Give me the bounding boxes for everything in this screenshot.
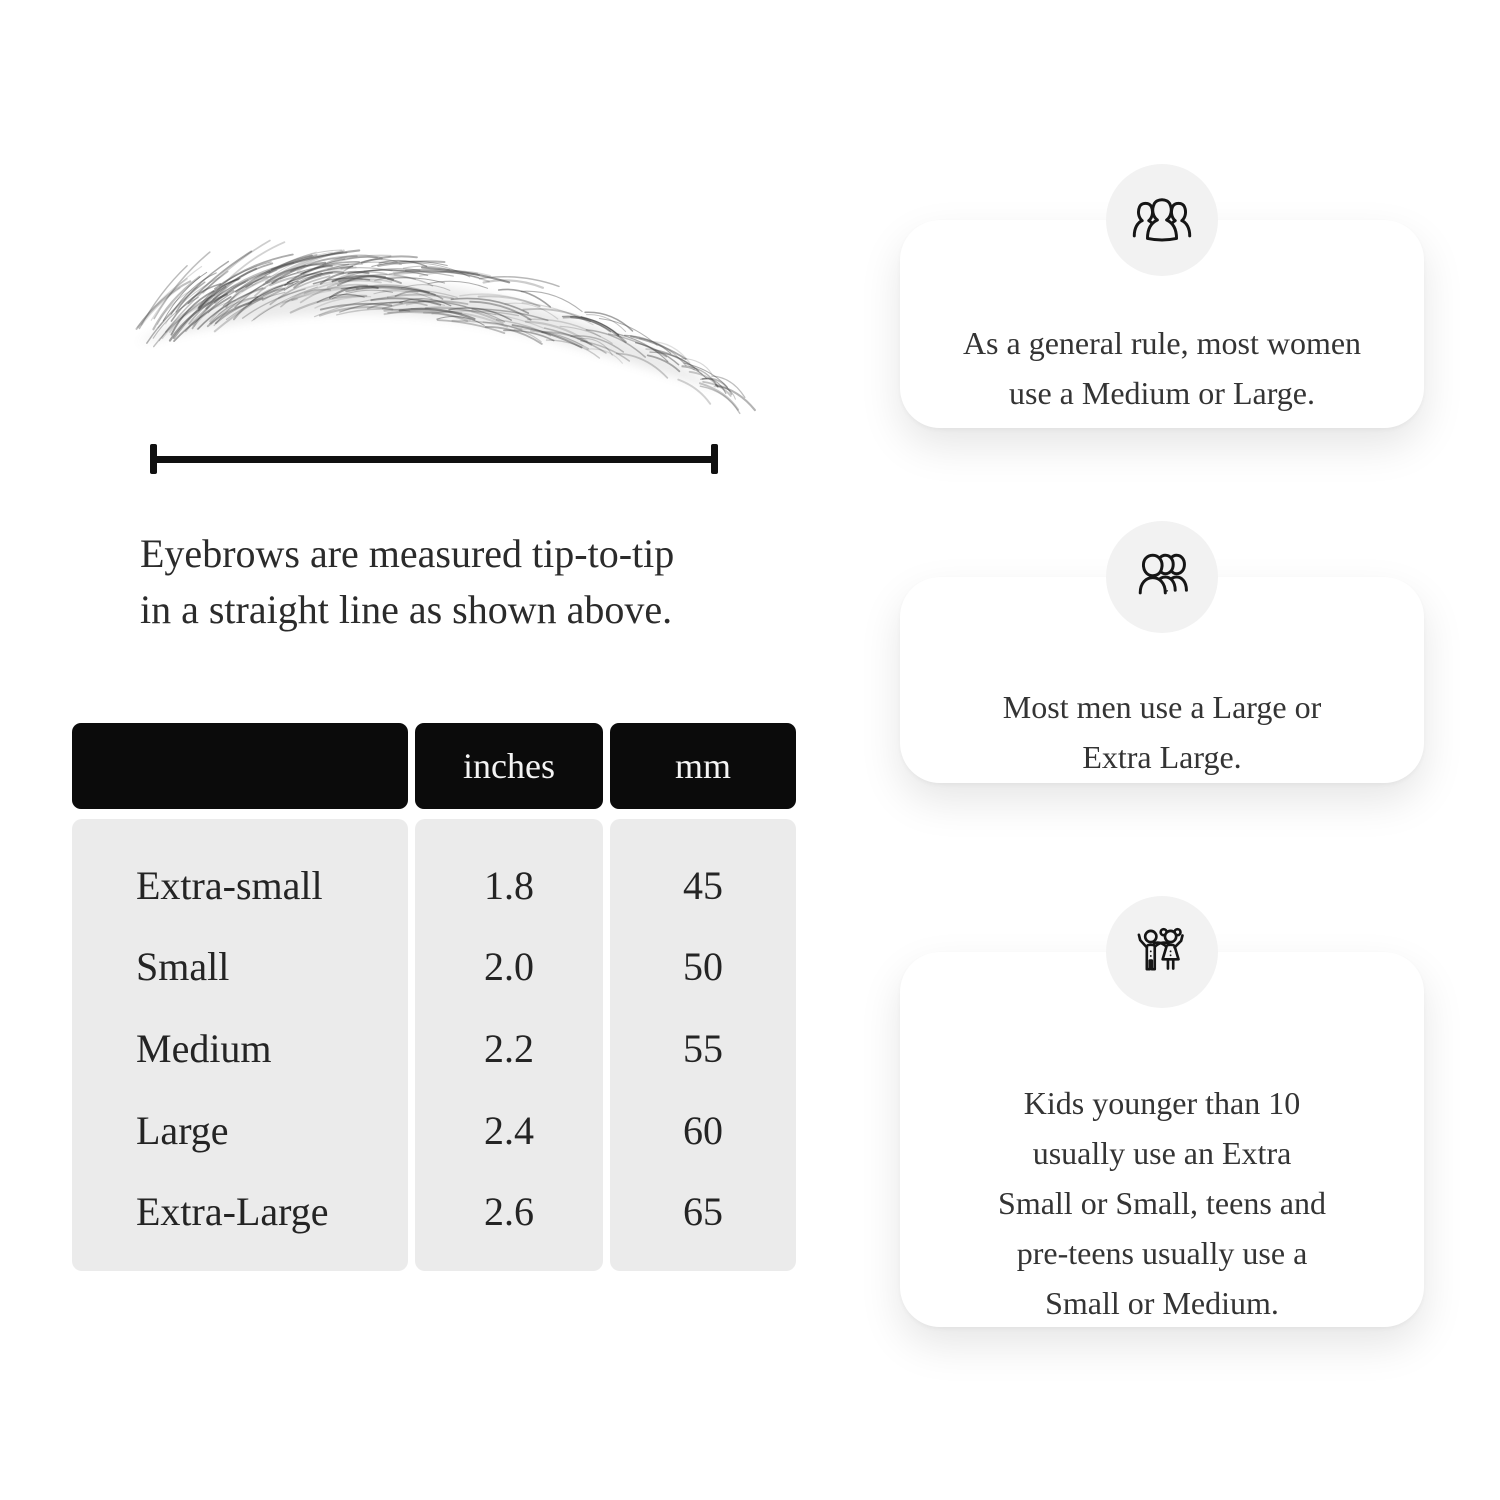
line-bar <box>150 456 718 463</box>
card-text <box>900 318 1424 418</box>
card-text-line: usually use an Extra <box>1032 1134 1292 1171</box>
info-card-women <box>900 220 1424 428</box>
card-text <box>900 682 1424 782</box>
table-header-inches: inches <box>415 723 603 809</box>
table-cell-mm: 60 <box>683 1107 723 1153</box>
kids-icon <box>1129 919 1195 985</box>
eyebrow-illustration <box>125 250 735 410</box>
icon-circle <box>1106 164 1218 276</box>
eyebrow-sketch-svg <box>125 250 735 410</box>
table-cell-inches: 2.6 <box>484 1189 534 1235</box>
card-text <box>900 1078 1424 1328</box>
men-group-icon <box>1129 544 1195 610</box>
info-card-kids <box>900 952 1424 1327</box>
card-text-line: As a general rule, most women <box>962 325 1362 361</box>
table-cell-size-label: Extra-small <box>136 862 323 908</box>
table-cell-size-label: Extra-Large <box>136 1189 329 1235</box>
card-text-line: Most men use a Large or <box>1002 689 1322 725</box>
table-cell-inches: 1.8 <box>484 862 534 908</box>
table-column-mm <box>610 819 796 1271</box>
table-cell-size-label: Small <box>136 944 230 990</box>
table-cell-mm: 50 <box>683 944 723 990</box>
card-text-line: Small or Medium. <box>1045 1284 1279 1321</box>
size-table <box>72 723 796 1271</box>
icon-circle <box>1106 521 1218 633</box>
measurement-line <box>150 444 718 474</box>
caption-line-1: Eyebrows are measured tip-to-tip <box>140 531 675 576</box>
table-column-sizes <box>72 819 408 1271</box>
table-header-size <box>72 723 408 809</box>
table-header-mm: mm <box>610 723 796 809</box>
women-group-icon <box>1129 187 1195 253</box>
card-text-line: Extra Large. <box>1082 739 1242 775</box>
table-column-inches <box>415 819 603 1271</box>
card-text-line: pre-teens usually use a <box>1016 1234 1308 1271</box>
card-text-line: Small or Small, teens and <box>998 1184 1326 1221</box>
table-cell-mm: 45 <box>683 862 723 908</box>
table-cell-inches: 2.0 <box>484 944 534 990</box>
info-card-men <box>900 577 1424 783</box>
table-cell-inches: 2.2 <box>484 1025 534 1071</box>
measurement-caption <box>140 526 800 638</box>
table-cell-mm: 65 <box>683 1189 723 1235</box>
table-cell-size-label: Large <box>136 1107 229 1153</box>
card-text-line: Kids younger than 10 <box>1023 1084 1301 1121</box>
table-cell-mm: 55 <box>683 1025 723 1071</box>
table-cell-inches: 2.4 <box>484 1107 534 1153</box>
caption-line-2: in a straight line as shown above. <box>140 587 673 632</box>
table-cell-size-label: Medium <box>136 1025 272 1071</box>
card-text-line: use a Medium or Large. <box>1009 375 1315 411</box>
line-endcap-right <box>711 444 718 474</box>
icon-circle <box>1106 896 1218 1008</box>
